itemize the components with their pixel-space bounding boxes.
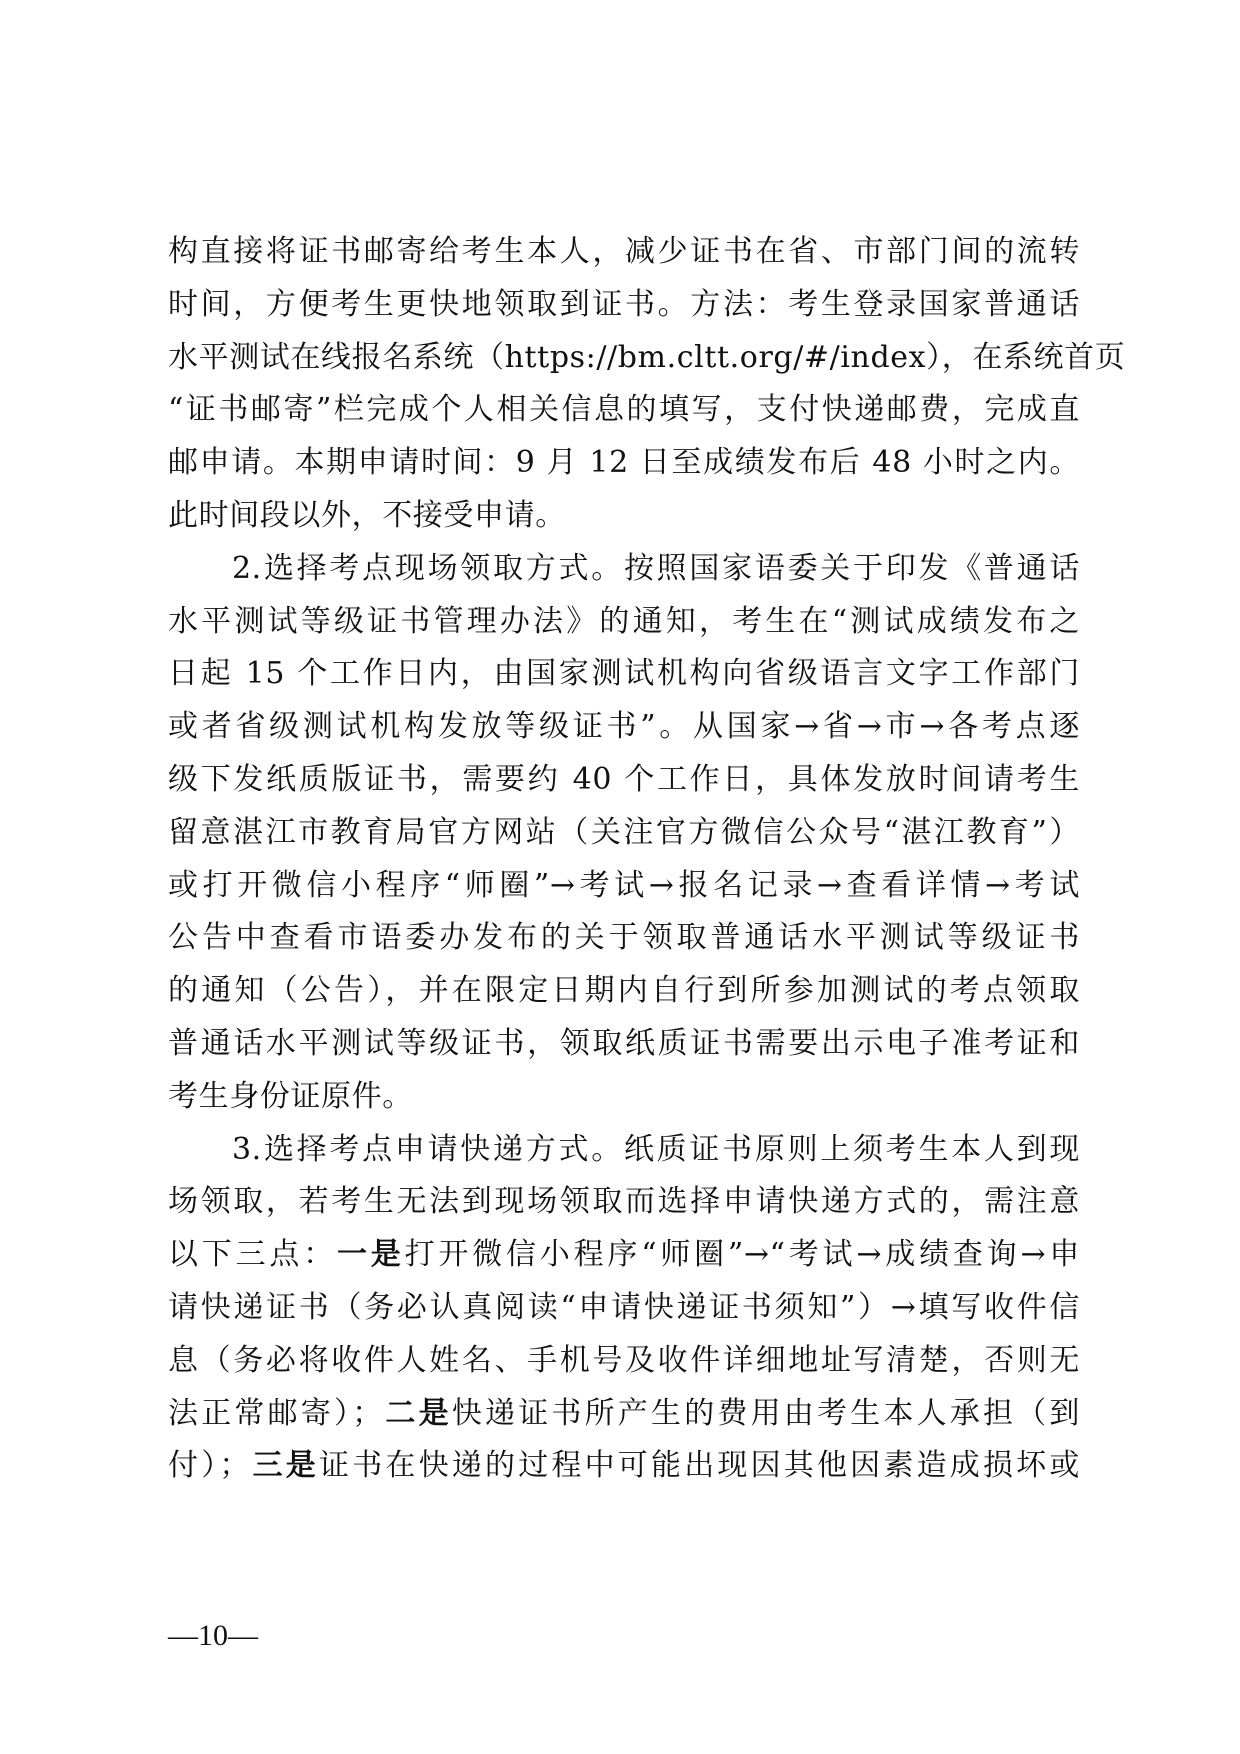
text-line	[168, 1440, 1080, 1493]
text-line: 公告中查看市语委办发布的关于领取普通话水平测试等级证书	[168, 920, 1080, 956]
text-segment: 纸质证书原则上须考生本人到现	[623, 1131, 1080, 1167]
text-line: 的通知（公告），并在限定日期内自行到所参加测试的考点领取	[168, 973, 1080, 1009]
page-number: —10—	[168, 1619, 258, 1652]
text-line: 日起 15 个工作日内，由国家测试机构向省级语言文字工作部门	[168, 656, 1080, 692]
text-line: 或打开微信小程序“师圈”→考试→报名记录→查看详情→考试	[168, 867, 1080, 903]
text-segment: 打开微信小程序“师圈”→“考试→成绩查询→申	[404, 1237, 1081, 1273]
text-line: 邮申请。本期申请时间：9 月 12 日至成绩发布后 48 小时之内。	[168, 445, 1080, 481]
text-line: 考生身份证原件。	[168, 1078, 413, 1114]
text-segment: 法正常邮寄）；	[168, 1395, 383, 1431]
text-segment: 证书在快递的过程中可能出现因其他因素造成损坏或	[319, 1448, 1080, 1484]
point-label-2: 二是	[382, 1395, 452, 1431]
text-line: 或者省级测试机构发放等级证书”。从国家→省→市→各考点逐	[168, 709, 1080, 745]
text-line	[168, 1124, 1080, 1177]
text-line: 时间，方便考生更快地领取到证书。方法：考生登录国家普通话	[168, 286, 1080, 322]
text-line	[168, 1229, 1080, 1282]
section-heading: 2.选择考点现场领取方式。	[232, 550, 624, 586]
section-heading: 3.选择考点申请快递方式。	[232, 1131, 624, 1167]
text-line: 请快递证书（务必认真阅读“申请快递证书须知”）→填写收件信	[168, 1289, 1080, 1325]
text-segment: 付）；	[168, 1448, 250, 1484]
point-label-1: 一是	[337, 1237, 405, 1273]
text-line: 级下发纸质版证书，需要约 40 个工作日，具体发放时间请考生	[168, 761, 1080, 797]
text-segment: 以下三点：	[168, 1237, 337, 1273]
text-line: “证书邮寄”栏完成个人相关信息的填写，支付快递邮费，完成直	[168, 392, 1080, 428]
text-line: 息（务必将收件人姓名、手机号及收件详细地址写清楚，否则无	[168, 1342, 1080, 1378]
text-line	[168, 543, 1080, 596]
text-line: 普通话水平测试等级证书，领取纸质证书需要出示电子准考证和	[168, 1025, 1080, 1061]
paragraph-2	[168, 543, 1080, 1124]
text-line: 水平测试等级证书管理办法》的通知，考生在“测试成绩发布之	[168, 603, 1080, 639]
text-line: 场领取，若考生无法到现场领取而选择申请快递方式的，需注意	[168, 1184, 1080, 1220]
text-line: 构直接将证书邮寄给考生本人，减少证书在省、市部门间的流转	[168, 234, 1080, 269]
text-line	[168, 1388, 1080, 1441]
text-segment: 快递证书所产生的费用由考生本人承担（到	[451, 1395, 1081, 1431]
text-line: 留意湛江市教育局官方网站（关注官方微信公众号“湛江教育”）	[168, 814, 1080, 850]
text-line: 此时间段以外，不接受申请。	[168, 497, 566, 533]
body-text	[168, 226, 1126, 1493]
point-label-3: 三是	[250, 1448, 319, 1484]
paragraph-1	[168, 226, 1126, 543]
text-line: 水平测试在线报名系统（https://bm.cltt.org/#/index），在系统首页	[168, 339, 1126, 375]
paragraph-3	[168, 1124, 1080, 1494]
text-segment: 按照国家语委关于印发《普通话	[623, 550, 1080, 586]
